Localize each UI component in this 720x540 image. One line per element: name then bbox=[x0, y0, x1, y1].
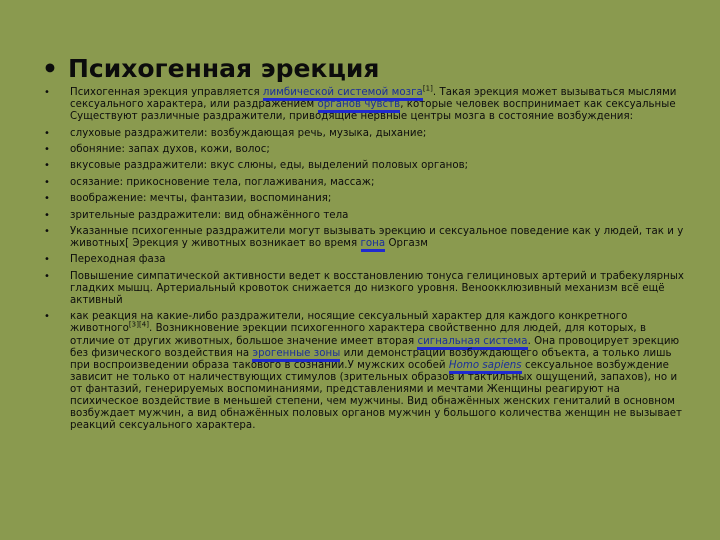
item-text: . Она провоцирует эрекцию без физического воздействия на bbox=[70, 335, 680, 359]
item-text: Указанные психогенные раздражители могут вызывать эрекцию и сексуальное поведение как у людей, так и у животных[ Эрекция у животных возникает во время bbox=[70, 225, 684, 250]
item-text: осязание: прикосновение тела, поглаживания, массаж; bbox=[70, 176, 375, 188]
item-text: Повышение симпатической активности ведет к восстановлению тонуса гелициновых артерий и трабекулярных гладких мышц. Артериальный кровоток снижается до низкого уровня. Веноокклюзивный механизм всё ещё активный bbox=[70, 270, 684, 306]
bullet-dot: • bbox=[44, 209, 50, 221]
footnote-ref[interactable]: [1] bbox=[422, 84, 433, 93]
title-text: Психогенная эрекция bbox=[68, 54, 380, 83]
link-erogenous-zones[interactable]: эрогенные зоны bbox=[252, 348, 340, 362]
link-sense-organs[interactable]: органов чувств bbox=[318, 99, 401, 113]
item-text: вкусовые раздражители: вкус слюны, еды, выделений половых органов; bbox=[70, 160, 469, 172]
link-limbic-system[interactable]: лимбической системой мозга bbox=[263, 87, 423, 101]
item-text: . Такая эрекция может вызываться мыслями сексуального характера, или раздражением bbox=[70, 87, 677, 111]
item-text: Переходная фаза bbox=[70, 254, 166, 266]
list-item bbox=[44, 177, 686, 189]
list-item bbox=[44, 128, 686, 140]
bullet-dot: • bbox=[44, 160, 50, 172]
list-item bbox=[44, 84, 686, 123]
item-text: , которые человек воспринимает как сексуальные Существуют различные раздражители, приводящие нервные центры мозга в состояние возбуждения: bbox=[70, 99, 676, 123]
bullet-dot: • bbox=[44, 143, 50, 155]
item-text: как реакция на какие-либо раздражители, носящие сексуальный характер для каждого конкретного животного bbox=[70, 311, 628, 335]
link-gon[interactable]: гона bbox=[361, 238, 386, 252]
slide-title bbox=[42, 54, 380, 84]
bullet-dot: • bbox=[44, 225, 50, 237]
title-bullet: • bbox=[42, 54, 58, 83]
item-text: или демонстрации возбуждающего объекта, а только лишь при воспроизведении образа такового в сознании.У мужских особей bbox=[70, 347, 672, 371]
bullet-dot: • bbox=[44, 254, 50, 266]
bullet-dot: • bbox=[44, 311, 50, 323]
list-item bbox=[44, 210, 686, 222]
link-homo-sapiens[interactable]: Homo sapiens bbox=[449, 360, 522, 374]
list-item bbox=[44, 160, 686, 172]
list-item bbox=[44, 193, 686, 205]
link-signal-system[interactable]: сигнальная система bbox=[417, 336, 527, 350]
item-text: обоняние: запах духов, кожи, волос; bbox=[70, 143, 270, 155]
bullet-dot: • bbox=[44, 193, 50, 205]
item-text: Психогенная эрекция управляется bbox=[70, 87, 263, 98]
list-item bbox=[44, 226, 686, 250]
bullet-dot: • bbox=[44, 270, 50, 282]
item-text: . Возникновение эрекции психогенного характера свойственно для людей, для которых, в отличие от других животных, большое значение имеет вторая bbox=[70, 323, 647, 347]
bullet-dot: • bbox=[44, 87, 50, 98]
bullet-list bbox=[44, 84, 686, 437]
list-item bbox=[44, 254, 686, 266]
item-text: слуховые раздражители: возбуждающая речь, музыка, дыхание; bbox=[70, 127, 427, 139]
list-item bbox=[44, 144, 686, 156]
list-item bbox=[44, 271, 686, 307]
bullet-dot: • bbox=[44, 176, 50, 188]
item-text: Оргазм bbox=[385, 238, 428, 250]
item-text: воображение: мечты, фантазии, воспоминания; bbox=[70, 193, 332, 205]
item-text: зрительные раздражители: вид обнажённого тела bbox=[70, 209, 349, 221]
bullet-dot: • bbox=[44, 127, 50, 139]
item-text: сексуальное возбуждение зависит не только от наличествующих стимулов (зрительных образов и тактильных ощущений, запахов), но и от фантазий, генерируемых воспоминаниями, представлениями и мечтами Женщины реагируют на психическое воздействие в меньшей степени, чем мужчины. Вид обнажённых женских гениталий в основном возбуждает мужчин, а вид обнажённых половых органов мужчин у большого количества женщин не вызывает реакций сексуального характера. bbox=[70, 359, 683, 432]
list-item bbox=[44, 311, 686, 432]
footnote-ref[interactable]: [3][4] bbox=[128, 321, 150, 330]
